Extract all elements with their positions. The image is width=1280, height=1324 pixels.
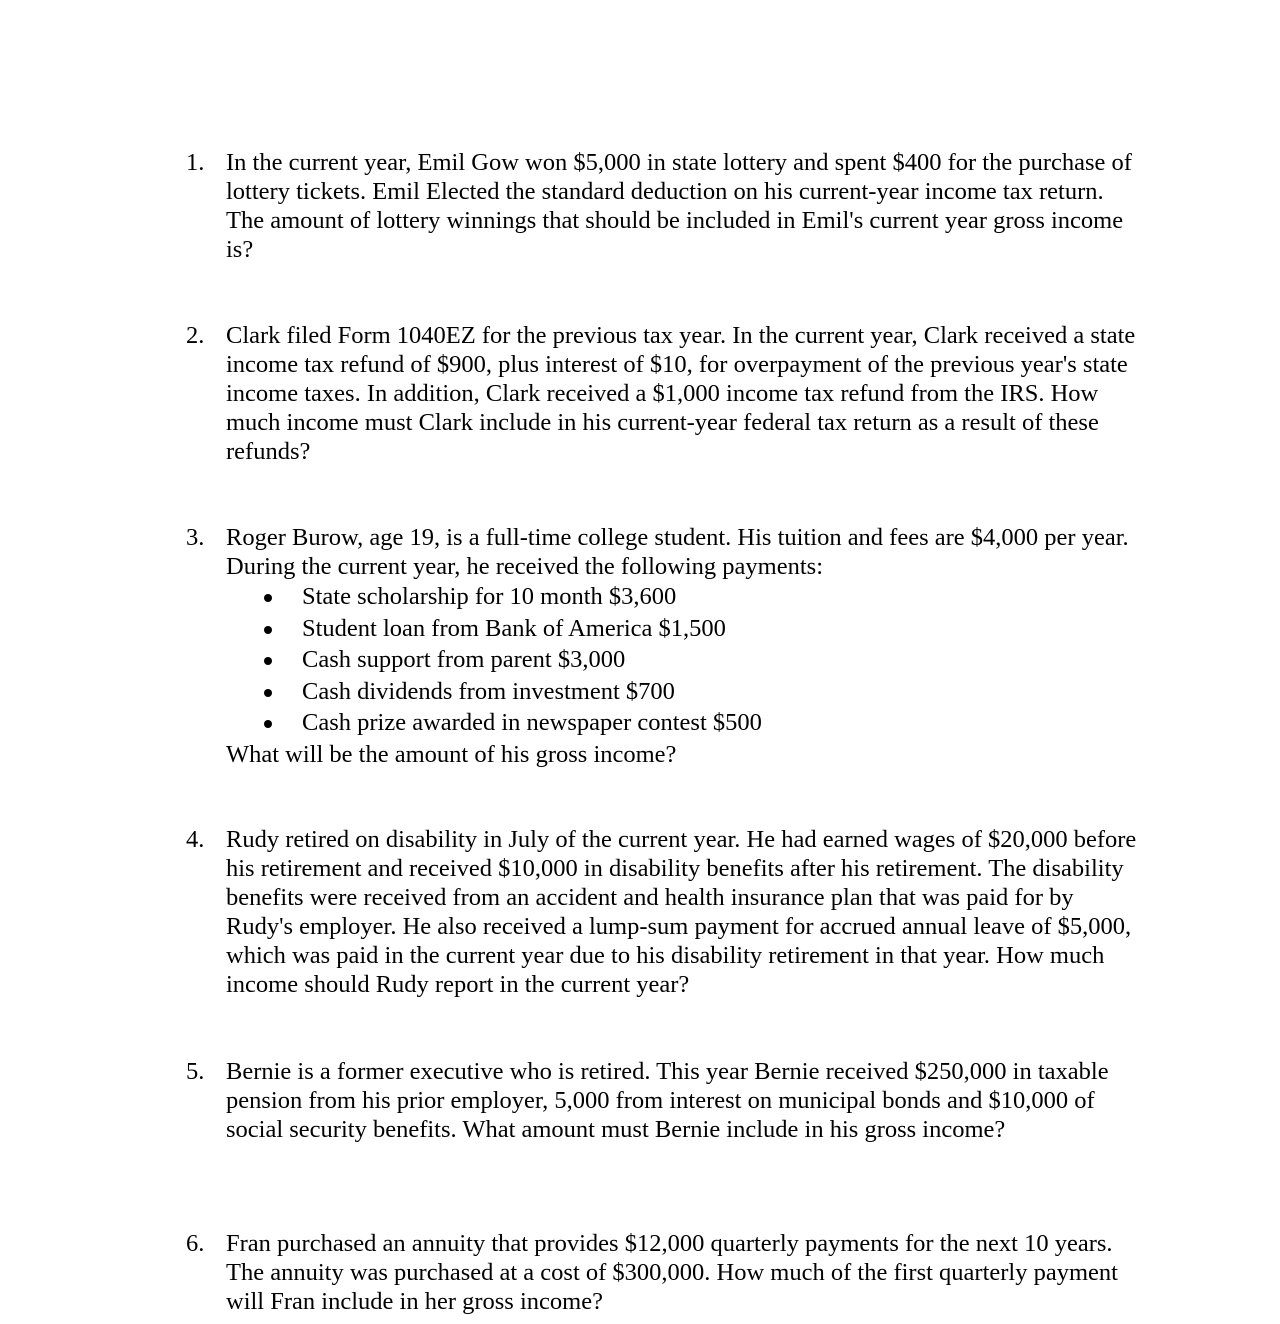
question-3 [186,523,1146,769]
list-item-text: Cash dividends from investment $700 [302,677,675,705]
question-4 [186,825,1146,999]
list-item [226,707,1146,739]
question-text: Clark filed Form 1040EZ for the previous tax year. In the current year, Clark received a state income tax refund of $900, plus interest of $10, for overpayment of the previous year's state income taxes. In addition, Clark received a $1,000 income tax refund from the IRS. How much income must Clark include in his current-year federal tax return as a result of these refunds? [226,322,1136,465]
list-item-text: Cash support from parent $3,000 [302,646,626,673]
list-item-text: Cash prize awarded in newspaper contest $500 [302,709,762,736]
question-text: Rudy retired on disability in July of the current year. He had earned wages of $20,000 before his retirement and received $10,000 in disability benefits after his retirement. The disability benefits were received from an accident and health insurance plan that was paid for by Rudy's employer. He also received a lump-sum payment for accrued annual leave of $5,000, which was paid in the current year due to his disability retirement in that year. How much income should Rudy report in the current year? [226,826,1137,998]
list-item [226,581,1146,613]
list-item-text: Student loan from Bank of America $1,500 [302,614,726,642]
bullet-icon [264,720,272,728]
list-item [226,676,1146,708]
list-item [226,613,1146,645]
question-number: 4. [186,826,205,853]
question-text: Fran purchased an annuity that provides $12,000 quarterly payments for the next 10 years. The annuity was purchased at a cost of $300,000. How much of the first quarterly payment will Fran include in her gross income? [226,1230,1118,1315]
question-number: 6. [186,1230,205,1257]
payments-list [226,581,1146,739]
question-number: 3. [186,524,205,551]
question-1 [186,148,1146,264]
bullet-icon [264,657,272,665]
question-followup: What will be the amount of his gross income? [226,740,677,768]
question-text: In the current year, Emil Gow won $5,000 in state lottery and spent $400 for the purchase of lottery tickets. Emil Elected the standard deduction on his current-year income tax return. The amount of lottery winnings that should be included in Emil's current year gross income is? [226,149,1132,263]
question-2 [186,321,1146,466]
question-number: 1. [186,149,205,176]
bullet-icon [264,626,272,634]
list-item-text: State scholarship for 10 month $3,600 [302,583,677,610]
question-5 [186,1057,1146,1144]
question-6 [186,1229,1146,1316]
question-text: Roger Burow, age 19, is a full-time college student. His tuition and fees are $4,000 per year. During the current year, he received the following payments: [226,524,1129,580]
list-item [226,644,1146,676]
question-number: 2. [186,322,205,349]
bullet-icon [264,689,272,697]
question-number: 5. [186,1058,205,1085]
question-text: Bernie is a former executive who is retired. This year Bernie received $250,000 in taxable pension from his prior employer, 5,000 from interest on municipal bonds and $10,000 of social security benefits. What amount must Bernie include in his gross income? [226,1058,1109,1143]
bullet-icon [264,594,272,602]
